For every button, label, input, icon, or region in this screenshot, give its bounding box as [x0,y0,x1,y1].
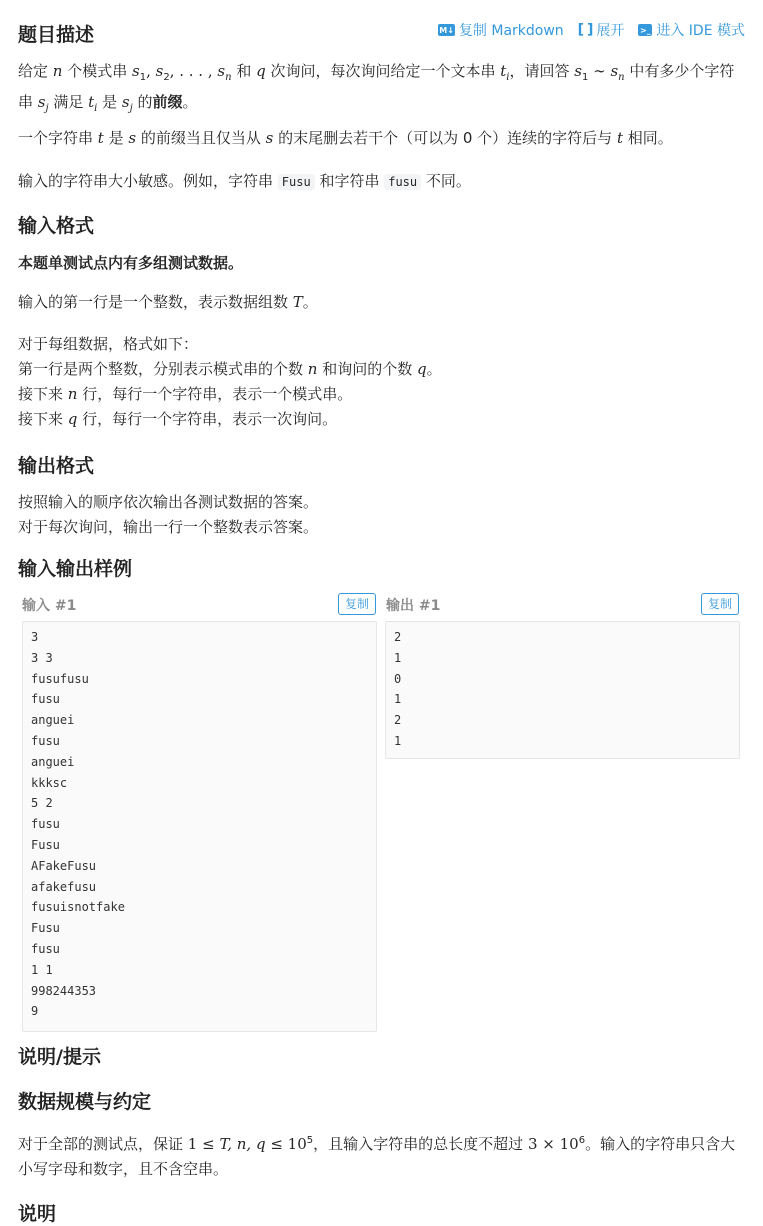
expand-icon: [ ] [577,22,593,38]
sample-input-line: fusu [31,817,60,832]
scale-title: 数据规模与约定 [18,1091,152,1113]
expand-button[interactable] [578,20,625,40]
sample-input-line: fusu [31,941,60,956]
sample-output-label: 输出 #1 [386,598,441,614]
sample-input-line: 5 2 [31,796,53,811]
sample-input-line: Fusu [31,921,60,936]
ide-mode-button[interactable] [638,20,745,40]
note-title: 说明 [18,1203,57,1225]
sample-input-box[interactable] [22,621,377,1032]
samples-title: 输入输出样例 [18,558,133,580]
copy-markdown-label: 复制 Markdown [458,23,564,39]
copy-markdown-button[interactable] [438,20,563,40]
sample-input-line: 1 1 [31,962,53,977]
code-fusu-lower: fusu [384,174,421,190]
output-format-title: 输出格式 [18,455,95,477]
expand-label: 展开 [596,23,625,39]
input-format-paragraph-2: 对于每组数据，格式如下： 第一行是两个整数，分别表示模式串的个数 n 和询问的个数 q。 接下来 n 行，每行一个字符串，表示一个模式串。 接下来 q 行，每行一个字符串，表示一次询问。 [18,335,442,428]
sample-input-label: 输入 #1 [22,598,77,614]
description-paragraph-1: 给定 n 个模式串 $s_1$, $s_2$, . . . , $s_n$ 和 q 次询问，每次询问给定一个文本串 $t_i$，请回答 $s_1$ ∼ $s_n$ 中有多少个字符串 $s_j$ 满足 $t_i$ 是 $s_j$ 的前缀。 [18,62,735,114]
sample-input-line: fusu [31,692,60,707]
sample-input-line: 998244353 [31,983,97,998]
hint-title: 说明/提示 [18,1046,101,1068]
description-paragraph-2: 一个字符串 t 是 s 的前缀当且仅当从 s 的末尾删去若干个（可以为 0 个）连续的字符后与 t 相同。 [18,129,673,147]
ide-mode-label: 进入 IDE 模式 [656,23,745,39]
sample-output-line: 2 [394,713,402,728]
sample-input-line: Fusu [31,837,60,852]
sample-input-line: afakefusu [31,879,97,894]
markdown-icon: M↓ [439,25,454,35]
sample-output-line: 1 [394,650,402,665]
sample-output-box[interactable] [385,621,740,759]
problem-toolbar [438,20,745,40]
output-format-paragraph: 按照输入的顺序依次输出各测试数据的答案。 对于每次询问，输出一行一个整数表示答案。 [18,493,319,536]
sample-input-line: fusu [31,733,60,748]
sample-output-line: 0 [394,671,402,686]
sample-input-line: AFakeFusu [31,858,97,873]
terminal-icon: >_ [639,25,651,35]
input-format-paragraph-1: 输入的第一行是一个整数，表示数据组数 T。 [18,293,318,311]
sample-output-line: 1 [394,692,402,707]
input-format-bold-note: 本题单测试点内有多组测试数据。 [18,254,244,272]
description-title: 题目描述 [18,24,95,46]
sample-input-line: kkksc [31,775,68,790]
sample-input-line: fusuisnotfake [31,900,125,915]
copy-input-button[interactable]: 复制 [338,593,376,615]
sample-output-line: 2 [394,630,402,644]
code-fusu-upper: Fusu [278,174,315,190]
sample-input-line: fusufusu [31,671,89,686]
input-format-title: 输入格式 [18,215,95,237]
sample-output-line: 1 [394,733,402,748]
sample-input-line: 3 [31,630,39,644]
sample-input-line: 3 3 [31,650,53,665]
sample-input-line: anguei [31,754,75,769]
copy-output-button[interactable]: 复制 [701,593,739,615]
sample-input-line: 9 [31,1004,39,1019]
description-paragraph-3: 输入的字符串大小敏感。例如，字符串 Fusu 和字符串 fusu 不同。 [18,172,471,190]
sample-input-line: anguei [31,713,75,728]
scale-paragraph: 对于全部的测试点，保证 1 ≤ T, n, $q \le 10^5$，且输入字符串的总长度不超过 $3 \times 10^6$。输入的字符串只含大小写字母和数字，且不含空串。 [18,1135,736,1178]
